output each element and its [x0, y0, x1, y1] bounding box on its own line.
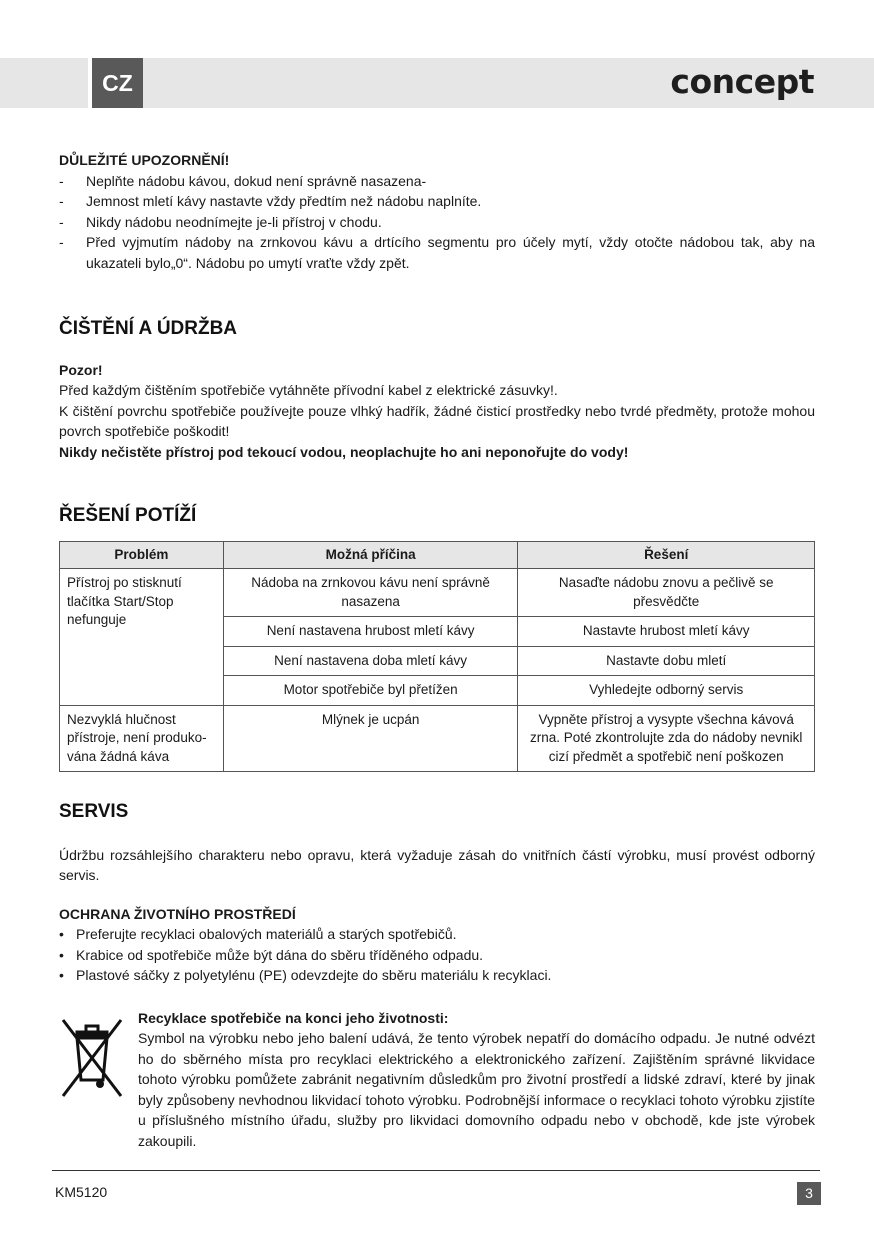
problem-cell: Nezvyklá hlučnost přístroje, není produko-vána žádná káva [60, 705, 224, 772]
warning-title: DŮLEŽITÉ UPOZORNĚNÍ! [59, 152, 230, 168]
cleaning-heading: ČIŠTĚNÍ A ÚDRŽBA [59, 318, 238, 339]
footer-divider [52, 1170, 820, 1171]
solution-cell: Vypněte přístroj a vysypte všechna kávová zrna. Poté zkontrolujte zda do nádoby nevnikl cizí předmět a spotřebič není poškozen [518, 705, 815, 772]
cleaning-paragraph-1: Před každým čištěním spotřebiče vytáhněte přívodní kabel z elektrické zásuvky!. [59, 382, 558, 398]
cause-cell: Není nastavena doba mletí kávy [223, 646, 518, 676]
cleaning-section [59, 319, 815, 462]
warning-list [59, 171, 815, 274]
cleaning-paragraph-3: Nikdy nečistěte přístroj pod tekoucí vodou, neoplachujte ho ani neponořujte do vody! [59, 443, 629, 460]
recycling-heading: Recyklace spotřebiče na konci jeho životnosti: [138, 1009, 449, 1026]
warning-item: - Nikdy nádobu neodnímejte je-li přístroj v chodu. [59, 212, 815, 233]
cause-cell: Mlýnek je ucpán [223, 705, 518, 772]
environment-section [59, 904, 815, 986]
troubleshooting-table [59, 541, 815, 773]
cleaning-paragraph-2: K čištění povrchu spotřebiče používejte pouze vlhký hadřík, žádné čisticí prostředky nebo tvrdé předměty, protože mohou povrch spotřebiče poškodit! [59, 402, 815, 439]
table-row [60, 705, 815, 772]
solution-cell: Vyhledejte odborný servis [518, 676, 815, 706]
table-header-row [60, 541, 815, 569]
environment-list [59, 924, 815, 986]
servis-heading: SERVIS [59, 801, 129, 822]
model-number: KM5120 [55, 1184, 108, 1200]
environment-item: • Preferujte recyklaci obalových materiálů a starých spotřebičů. [59, 924, 815, 945]
troubleshooting-section [59, 506, 815, 772]
warning-item: - Neplňte nádobu kávou, dokud není správně nasazena- [59, 171, 815, 192]
language-badge: CZ [92, 58, 143, 108]
solution-cell: Nastavte dobu mletí [518, 646, 815, 676]
solution-cell: Nastavte hrubost mletí kávy [518, 617, 815, 647]
brand-logo: concept [670, 62, 814, 101]
servis-section [59, 802, 815, 886]
caution-label: Pozor! [59, 361, 103, 378]
problem-cell: Přístroj po stisknutí tlačítka Start/Stop nefunguje [60, 569, 224, 706]
cause-cell: Nádoba na zrnkovou kávu není správně nasazena [223, 569, 518, 617]
column-header-solution: Řešení [518, 541, 815, 569]
page-number: 3 [797, 1182, 821, 1205]
weee-crossed-bin-icon [59, 1018, 125, 1100]
environment-heading: OCHRANA ŽIVOTNÍHO PROSTŘEDÍ [59, 905, 296, 922]
environment-item: • Plastové sáčky z polyetylénu (PE) odevzdejte do sběru materiálu k recyklaci. [59, 965, 815, 986]
cause-cell: Motor spotřebiče byl přetížen [223, 676, 518, 706]
troubleshooting-heading: ŘEŠENÍ POTÍŽÍ [59, 505, 197, 526]
recycling-text: Symbol na výrobku nebo jeho balení udává, že tento výrobek nepatří do domácího odpadu. Je nutné odvézt ho do sběrného místa pro recyklaci elektrického a elektronického zařízení. Zajištěním správné likvidace tohoto výrobku pomůžete zabránit negativním důsledkům pro životní prostředí a lidské zdraví, které by jinak byly způsobeny nevhodnou likvidací tohoto výrobku. Podrobnější informace o recyklaci tohoto výrobku zjistíte u příslušného místního úřadu, služby pro likvidaci domovního odpadu nebo v obchodě, kde jste výrobek zakoupili. [138, 1030, 815, 1149]
page-content [59, 150, 815, 1151]
cause-cell: Není nastavena hrubost mletí kávy [223, 617, 518, 647]
table-row [60, 569, 815, 617]
recycling-section [59, 1008, 815, 1152]
column-header-cause: Možná příčina [223, 541, 518, 569]
servis-text: Údržbu rozsáhlejšího charakteru nebo opravu, která vyžaduje zásah do vnitřních částí výrobku, musí provést odborný servis. [59, 846, 815, 883]
solution-cell: Nasaďte nádobu znovu a pečlivě se přesvědčte [518, 569, 815, 617]
column-header-problem: Problém [60, 541, 224, 569]
warning-item: - Před vyjmutím nádoby na zrnkovou kávu a drtícího segmentu pro účely mytí, vždy otočte nádobou tak, aby na ukazateli bylo„0“. Nádobu po umytí vraťte vždy zpět. [59, 232, 815, 273]
environment-item: • Krabice od spotřebiče může být dána do sběru tříděného odpadu. [59, 945, 815, 966]
warning-item: - Jemnost mletí kávy nastavte vždy předtím než nádobu naplníte. [59, 191, 815, 212]
